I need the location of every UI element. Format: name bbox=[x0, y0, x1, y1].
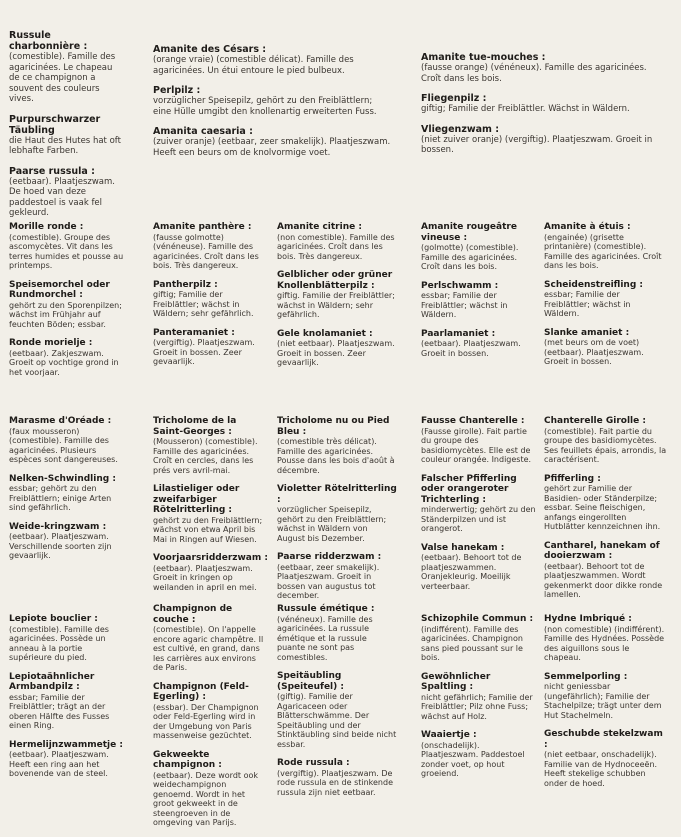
section-1 bbox=[0, 0, 681, 218]
entry-title: Fliegenpilz : bbox=[421, 93, 487, 104]
entry-description: (non comestible). Famille des agaricinées. Croît dans les bois. Très dangereux. bbox=[277, 232, 395, 261]
entry-column-tricholome-saint-georges bbox=[153, 416, 268, 601]
entry-title: Speisemorchel oder Rundmorchel : bbox=[9, 279, 110, 300]
entry-title: Amanite des Césars : bbox=[153, 44, 267, 55]
entry-title: Amanita caesaria : bbox=[153, 126, 253, 137]
entry-title: Semmelporling : bbox=[544, 671, 628, 682]
entry-description: (niet eetbaar). Plaatjeszwam. Groeit in bossen. Zeer gevaarlijk. bbox=[277, 339, 395, 367]
entry-description: essbar; gehört zu den Freiblättlern; einige Arten sind gefährlich. bbox=[9, 484, 112, 512]
entry-description: vorzüglicher Speisepilz, gehört zu den Freiblättlern; wächst in Wäldern von August bis Dezember. bbox=[277, 505, 387, 543]
entry-title: Russule charbonnière : bbox=[9, 30, 88, 52]
section-2 bbox=[0, 222, 681, 412]
entry-title: Amanite citrine : bbox=[277, 222, 362, 232]
entry-title: Paarse russula : bbox=[9, 165, 95, 177]
section-4 bbox=[0, 604, 681, 827]
entry-description: essbar; Familie der Freiblättler; trägt an der oberen Hälfte des Fusses einen Ring. bbox=[9, 692, 110, 730]
entry-title: Violetter Rötelritterling : bbox=[277, 484, 397, 505]
entry-title: Waaiertje : bbox=[421, 730, 477, 740]
entry-title: Pfifferling : bbox=[544, 473, 601, 484]
entry-title: Tricholome de la Saint-Georges : bbox=[153, 416, 237, 437]
entry-description: (Fausse girolle). Fait partie du groupe des basidiomycètes. Elle est de couleur orangée. Indigeste. bbox=[421, 426, 532, 464]
entry-column-champignon-couche bbox=[153, 604, 268, 837]
entry-column-fausse-chanterelle bbox=[421, 416, 536, 600]
entry-title: Speitäubling (Speiteufel) : bbox=[277, 671, 344, 692]
entry-description: (non comestible) (indifférent). Famille des Hydnées. Possède des aiguillons sous le chapeau. bbox=[544, 624, 665, 662]
entry-title: Vliegenzwam : bbox=[421, 123, 500, 135]
entry-title: Russule émétique : bbox=[277, 604, 375, 614]
entry-title: Hydne Imbriqué : bbox=[544, 614, 632, 624]
entry-description: (eetbaar, zeer smakelijk). Plaatjeszwam. Groeit in bossen van augustus tot december. bbox=[277, 562, 380, 600]
entry-title: Falscher Pfifferling oder orangeroter Trichterling : bbox=[421, 473, 517, 505]
entry-title: Cantharel, hanekam of dooierzwam : bbox=[544, 540, 660, 561]
entry-column-russule-emetique bbox=[277, 604, 397, 806]
entry-column-amanite-tue-mouches bbox=[421, 52, 665, 165]
entry-title: Gekweekte champignon : bbox=[153, 749, 222, 770]
entry-title: Gewöhnlicher Spaltling : bbox=[421, 671, 491, 692]
entry-title: Hermelijnzwammetje : bbox=[9, 739, 123, 750]
entry-title: Voorjaarsridderzwam : bbox=[153, 553, 268, 563]
entry-description: (essbar). Der Champignon oder Feld-Egerling wird in der Umgebung von Paris massenweise gezüchtet. bbox=[153, 702, 259, 740]
entry-column-tricholome-nu bbox=[277, 416, 397, 610]
entry-column-amanite-citrine bbox=[277, 222, 397, 377]
entry-column-amanite-etuis bbox=[544, 222, 668, 376]
entry-description: (vergiftig). Plaatjeszwam. De rode russula en de stinkende russula zijn niet eetbaar. bbox=[277, 768, 393, 797]
entry-column-marasme bbox=[9, 416, 124, 570]
entry-description: (niet zuiver oranje) (vergiftig). Plaatjeszwam. Groeit in bossen. bbox=[421, 134, 653, 155]
entry-title: Fausse Chanterelle : bbox=[421, 416, 525, 426]
entry-title: Champignon (Feld-Egerling) : bbox=[153, 681, 249, 702]
entry-title: Tricholome nu ou Pied Bleu : bbox=[277, 416, 390, 437]
entry-column-chanterelle-girolle bbox=[544, 416, 668, 609]
entry-description: (comestible). Famille des agaricinées. Le chapeau de ce champignon a souvent des couleurs vives. bbox=[9, 52, 116, 104]
entry-column-amanite-cesars bbox=[153, 44, 393, 167]
entry-description: essbar; Familie der Freiblättler; wächst in Wäldern. bbox=[421, 291, 508, 319]
entry-description: (zuiver oranje) (eetbaar, zeer smakelijk). Plaatjeszwam. Heeft een beurs om de knolvormige voet. bbox=[153, 137, 391, 158]
entry-description: (onschadelijk). Plaatjeszwam. Paddestoel zonder voet, op hout groeiend. bbox=[421, 740, 525, 778]
entry-title: Valse hanekam : bbox=[421, 542, 505, 553]
entry-description: (faux mousseron) (comestible). Famille des agaricinées. Plusieurs espèces sont dangereuses. bbox=[9, 426, 118, 464]
entry-description: (comestible). Fait partie du groupe des basidiomycètes. Ses feuillets épais, arrondis, la caractérisent. bbox=[544, 426, 667, 464]
entry-title: Schizophile Commun : bbox=[421, 614, 534, 624]
entry-description: giftig; Familie der Freiblättler. Wächst in Wäldern. bbox=[421, 104, 630, 114]
entry-description: (engainée) (grisette printanière) (comestible). Famille des agaricinées. Croît dans les bois. bbox=[544, 232, 662, 270]
entry-title: Amanite rougeâtre vineuse : bbox=[421, 222, 517, 243]
entry-description: die Haut des Hutes hat oft lebhafte Farben. bbox=[9, 135, 121, 156]
entry-description: nicht gefährlich; Familie der Freiblättler; Pilz ohne Fuss; wächst auf Holz. bbox=[421, 692, 533, 721]
entry-description: (eetbaar). Plaatjeszwam. De hoed van deze paddestoel is vaak fel gekleurd. bbox=[9, 176, 115, 218]
entry-column-schizophile bbox=[421, 614, 536, 788]
entry-description: nicht geniessbar (ungefährlich); Familie der Stachelpilze; trägt unter dem Hut Stachelmeln. bbox=[544, 682, 662, 720]
entry-description: (comestible). On l'appelle encore agaric champêtre. Il est cultivé, en grand, dans les carrières aux environs de Paris. bbox=[153, 625, 264, 672]
entry-column-lepiote bbox=[9, 614, 124, 788]
entry-title: Geschubde stekelzwam : bbox=[544, 729, 663, 750]
entry-title: Panteramaniet : bbox=[153, 327, 235, 338]
entry-description: (eetbaar). Behoort tot de plaatjeszwammen. Wordt gekenmerkt door dikke ronde lamellen. bbox=[544, 561, 663, 599]
entry-column-hydne-imbrique bbox=[544, 614, 668, 797]
entry-description: (comestible très délicat). Famille des agaricinées. Pousse dans les bois d'août à décembre. bbox=[277, 437, 395, 475]
entry-description: essbar; Familie der Freiblättler; wächst in Wäldern. bbox=[544, 290, 631, 318]
entry-title: Paarse ridderzwam : bbox=[277, 552, 382, 562]
entry-title: Weide-kringzwam : bbox=[9, 521, 107, 532]
entry-description: gehört zur Familie der Basidien- oder Ständerpilze; essbar. Seine fleischigen, anfangs eingerollten Hutblätter kennzeichnen ihn. bbox=[544, 484, 661, 531]
entry-description: giftig. Familie der Freiblättler; wächst in Wäldern; sehr gefährlich. bbox=[277, 291, 395, 319]
entry-title: Amanite panthère : bbox=[153, 222, 252, 232]
entry-column-amanite-panthere bbox=[153, 222, 268, 376]
entry-description: giftig; Familie der Freiblättler; wächst in Wäldern; sehr gefährlich. bbox=[153, 290, 254, 318]
entry-title: Marasme d'Oréade : bbox=[9, 416, 112, 426]
entry-title: Lepiote bouclier : bbox=[9, 614, 98, 624]
entry-description: (eetbaar). Behoort tot de plaatjeszwammen. Oranjekleurig. Moeilijk verteerbaar. bbox=[421, 553, 522, 591]
entry-description: (giftig). Familie der Agaricaceen oder Blätterschwämme. Der Speitäubling und der Stinktäubling sind beide nicht essbar. bbox=[277, 692, 397, 749]
entry-description: (met beurs om de voet) (eetbaar). Plaatjeszwam. Groeit in bossen. bbox=[544, 338, 644, 366]
entry-title: Slanke amaniet : bbox=[544, 327, 630, 338]
entry-description: vorzüglicher Speisepilz, gehört zu den Freiblättlern; eine Hülle umgibt den knollenartig erweiterten Fuss. bbox=[153, 96, 377, 117]
entry-title: Purpurschwarzer Täubling bbox=[9, 113, 101, 136]
entry-description: (fausse orange) (vénéneux). Famille des agaricinées. Croît dans les bois. bbox=[421, 63, 647, 84]
entry-title: Rode russula : bbox=[277, 758, 350, 768]
entry-description: minderwertig; gehört zu den Ständerpilzen und ist orangerot. bbox=[421, 505, 536, 533]
entry-title: Gele knolamaniet : bbox=[277, 328, 373, 339]
entry-description: gehört zu den Sporenpilzen; wächst im Frühjahr auf feuchten Böden; essbar. bbox=[9, 300, 122, 329]
entry-description: (eetbaar). Deze wordt ook weidechampignon genoemd. Wordt in het groot gekweekt in de steengroeven in de omgeving van Parijs. bbox=[153, 770, 258, 827]
entry-description: (fausse golmotte) (vénéneuse). Famille des agaricinées. Croît dans les bois. Très dangereux. bbox=[153, 232, 259, 270]
entry-description: (eetbaar). Plaatjeszwam. Groeit in kringen op weilanden in april en mei. bbox=[153, 563, 257, 592]
entry-description: gehört zu den Freiblättlern; wächst von etwa April bis Mai in Ringen auf Wiesen. bbox=[153, 515, 263, 544]
entry-title: Morille ronde : bbox=[9, 222, 84, 232]
entry-description: (comestible). Groupe des ascomycètes. Vit dans les terres humides et pousse au printemps. bbox=[9, 232, 124, 270]
entry-description: (golmotte) (comestible). Famille des agaricinées. Croît dans les bois. bbox=[421, 243, 519, 271]
entry-description: (orange vraie) (comestible délicat). Famille des agaricinées. Un étui entoure le pied bulbeux. bbox=[153, 55, 354, 76]
entry-description: (eetbaar). Plaatjeszwam. Verschillende soorten zijn gevaarlijk. bbox=[9, 532, 112, 560]
entry-description: (eetbaar). Zakjeszwam. Groeit op vochtige grond in het voorjaar. bbox=[9, 348, 119, 377]
entry-description: (vénéneux). Famille des agaricinées. La russule émétique et la russule puante ne sont pas comestibles. bbox=[277, 614, 373, 662]
entry-title: Perlpilz : bbox=[153, 85, 201, 96]
entry-title: Amanite tue-mouches : bbox=[421, 52, 546, 63]
section-3 bbox=[0, 416, 681, 606]
entry-column-amanite-rougeatre bbox=[421, 222, 531, 367]
entry-title: Ronde morielje : bbox=[9, 338, 93, 348]
entry-description: (Mousseron) (comestible). Famille des agaricinées. Croît en cercles, dans les prés vers avril-mai. bbox=[153, 437, 258, 475]
entry-description: (indifférent). Famille des agaricinées. Champignon sans pied poussant sur le bois. bbox=[421, 624, 523, 662]
entry-title: Perlschwamm : bbox=[421, 280, 499, 291]
entry-title: Chanterelle Girolle : bbox=[544, 416, 646, 426]
entry-description: (vergiftig). Plaatjeszwam. Groeit in bossen. Zeer gevaarlijk. bbox=[153, 338, 255, 366]
entry-title: Champignon de couche : bbox=[153, 604, 233, 625]
entry-title: Scheidenstreifling : bbox=[544, 279, 643, 290]
entry-title: Amanite à étuis : bbox=[544, 222, 631, 232]
entry-description: (niet eetbaar, onschadelijk). Familie van de Hydnoceeën. Heeft stekelige schubben onder de hoed. bbox=[544, 750, 658, 788]
entry-title: Pantherpilz : bbox=[153, 279, 218, 290]
entry-description: (eetbaar). Plaatjeszwam. Groeit in bossen. bbox=[421, 339, 521, 358]
entry-title: Paarlamaniet : bbox=[421, 328, 496, 339]
entry-title: Nelken-Schwindling : bbox=[9, 473, 116, 484]
entry-description: (comestible). Famille des agaricinées. Possède un anneau à la portie supérieure du pied. bbox=[9, 624, 109, 662]
entry-column-morille bbox=[9, 222, 124, 386]
entry-description: (eetbaar). Plaatjeszwam. Heeft een ring aan het bovenende van de steel. bbox=[9, 750, 109, 778]
entry-title: Lepiotaähnlicher Armbandpilz : bbox=[9, 671, 95, 692]
entry-title: Gelblicher oder grüner Knollenblätterpilz : bbox=[277, 270, 393, 291]
entry-column-russule bbox=[9, 30, 124, 228]
entry-title: Lilastieliger oder zweifarbiger Rötelritterling : bbox=[153, 484, 240, 515]
